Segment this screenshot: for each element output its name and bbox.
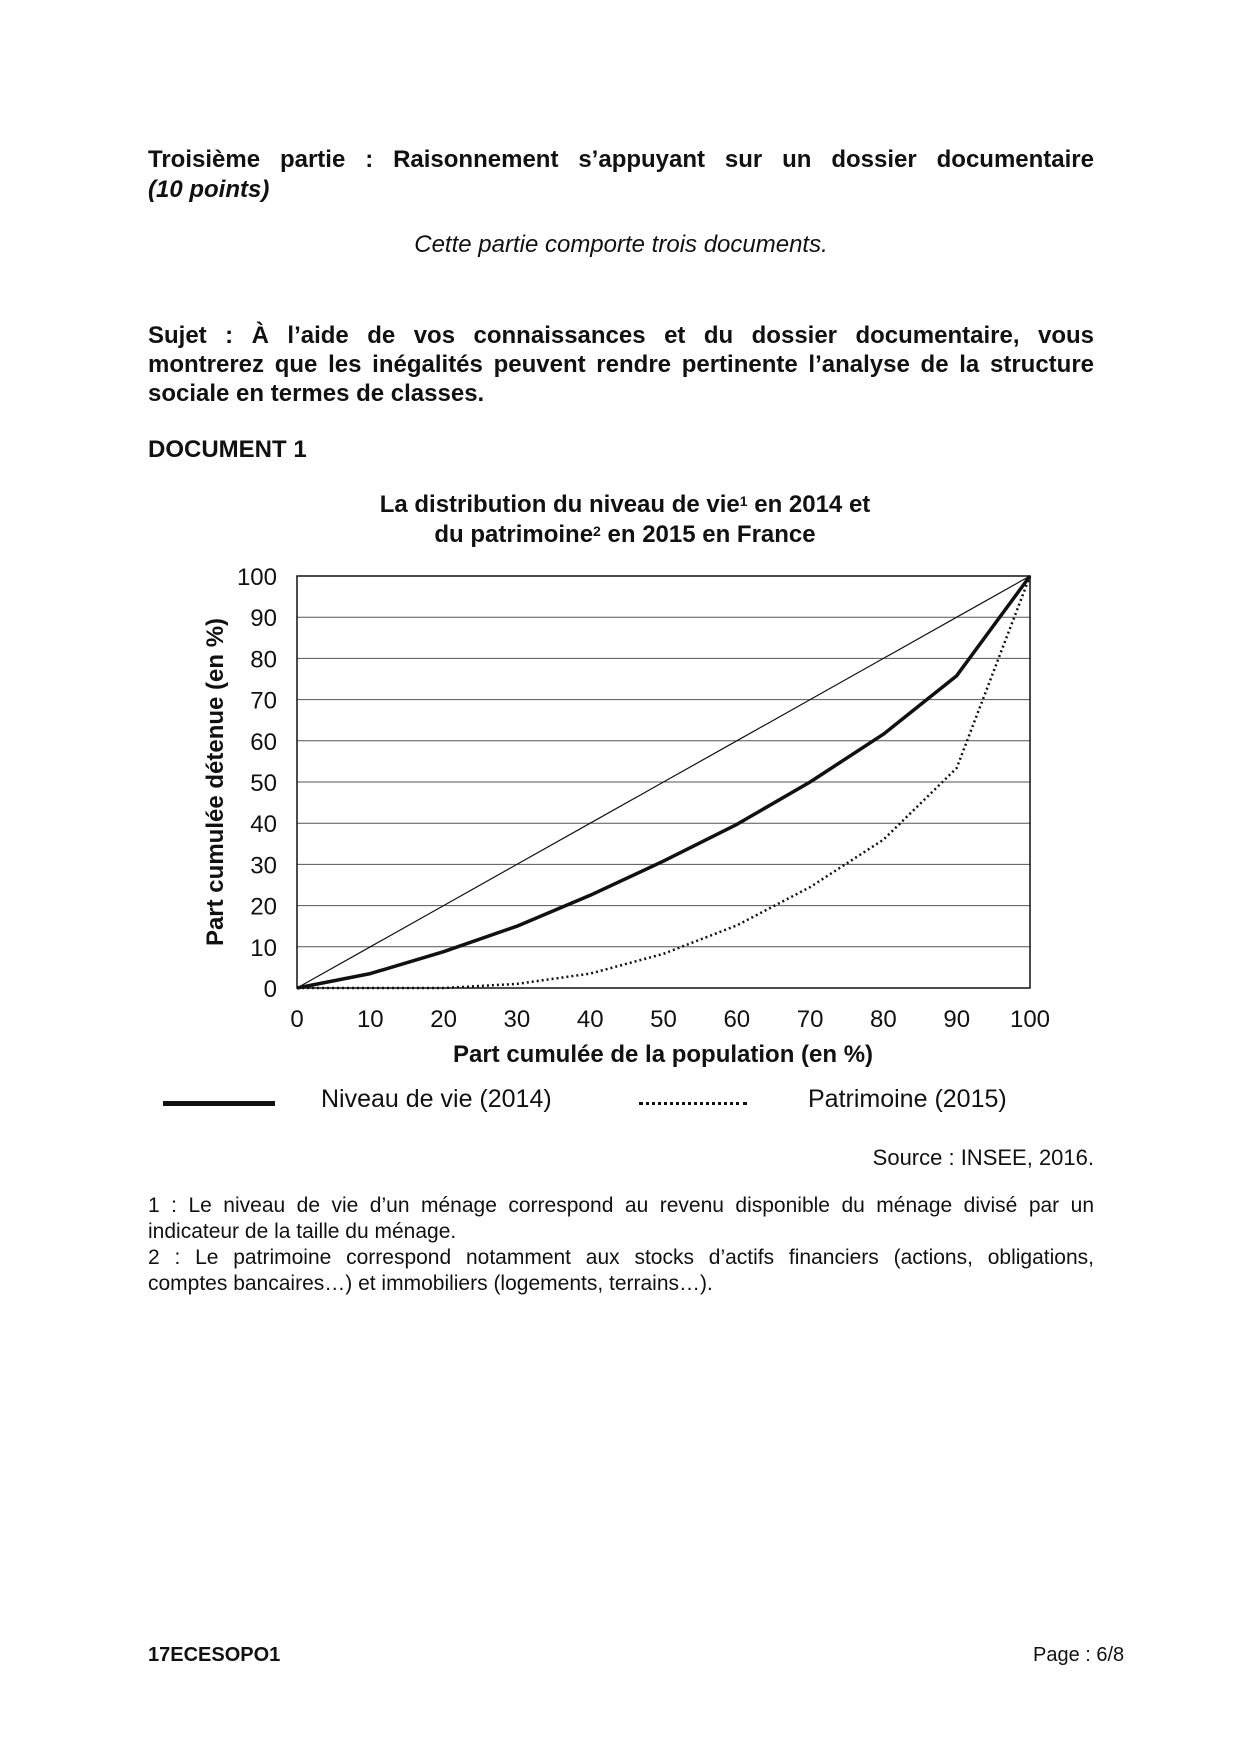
y-tick-label: 0: [263, 976, 277, 1003]
x-tick-label: 60: [723, 1006, 751, 1033]
intro-text: Cette partie comporte trois documents.: [414, 231, 828, 258]
y-tick-label: 70: [250, 687, 277, 715]
y-axis-label: Part cumulée détenue (en %): [202, 617, 229, 947]
footnote-2-line-1: 2 : Le patrimoine correspond notamment aux stocks d’actifs financiers (actions, obligations,: [148, 1246, 1094, 1269]
chart-title-1b: en 2014 et: [747, 491, 871, 518]
footnotes: [148, 1193, 1094, 1297]
footnote-ref-1: 1: [739, 493, 748, 509]
x-tick-label: 70: [796, 1006, 824, 1033]
y-tick-label: 10: [250, 934, 277, 962]
footnote-ref-2: 2: [593, 523, 601, 539]
subject-label: Sujet :: [148, 322, 234, 349]
y-tick-labels: [237, 564, 277, 1003]
x-axis-label: Part cumulée de la population (en %): [452, 1041, 874, 1068]
x-tick-label: 50: [650, 1006, 677, 1033]
legend-swatch-solid: [163, 1101, 275, 1106]
footnote-1-line-1: 1 : Le niveau de vie d’un ménage correspond au revenu disponible du ménage divisé par un: [148, 1194, 1094, 1217]
chart-title-1a: La distribution du niveau de vie: [379, 491, 740, 518]
x-tick-label: 30: [503, 1006, 531, 1033]
x-tick-label: 80: [870, 1006, 897, 1033]
y-tick-label: 80: [250, 646, 277, 674]
x-tick-label: 10: [356, 1006, 384, 1033]
part-title: Troisième partie : Raisonnement s’appuyant sur un dossier documentaire: [148, 146, 1094, 173]
y-tick-label: 40: [250, 811, 277, 839]
footer-code: 17ECESOPO1: [148, 1644, 281, 1666]
footnote-1-line-2: indicateur de la taille du ménage.: [148, 1220, 457, 1243]
footer-page-number: Page : 6/8: [1033, 1644, 1125, 1666]
source-note: Source : INSEE, 2016.: [872, 1145, 1094, 1170]
x-tick-label: 100: [1009, 1006, 1051, 1033]
y-tick-label: 100: [236, 564, 277, 591]
part-points: (10 points): [148, 176, 270, 203]
subject-line-2: montrerez que les inégalités peuvent rendre pertinente l’analyse de la structure: [148, 351, 1094, 378]
legend-swatch-dotted: [639, 1102, 747, 1105]
chart-title-2b: en 2015 en France: [600, 521, 816, 548]
legend-label-niveau-de-vie: Niveau de vie (2014): [321, 1085, 552, 1113]
y-tick-label: 50: [250, 770, 277, 797]
x-tick-label: 90: [943, 1006, 971, 1033]
x-tick-label: 40: [576, 1006, 604, 1033]
chart-title-2a: du patrimoine: [434, 521, 594, 548]
x-tick-label: 20: [430, 1006, 457, 1033]
legend-label-patrimoine: Patrimoine (2015): [808, 1085, 1007, 1113]
document-label: DOCUMENT 1: [148, 436, 307, 463]
y-tick-label: 30: [250, 852, 277, 880]
subject-text-1: À l’aide de vos connaissances et du dossier documentaire, vous: [251, 322, 1094, 349]
y-tick-label: 20: [250, 893, 277, 921]
subject-line-3: sociale en termes de classes.: [148, 380, 485, 407]
footnote-2-line-2: comptes bancaires…) et immobiliers (logements, terrains…).: [148, 1272, 713, 1295]
y-tick-label: 60: [250, 728, 277, 756]
x-tick-label: 0: [290, 1006, 304, 1033]
x-tick-labels: [290, 1006, 1050, 1033]
y-tick-label: 90: [250, 605, 277, 633]
